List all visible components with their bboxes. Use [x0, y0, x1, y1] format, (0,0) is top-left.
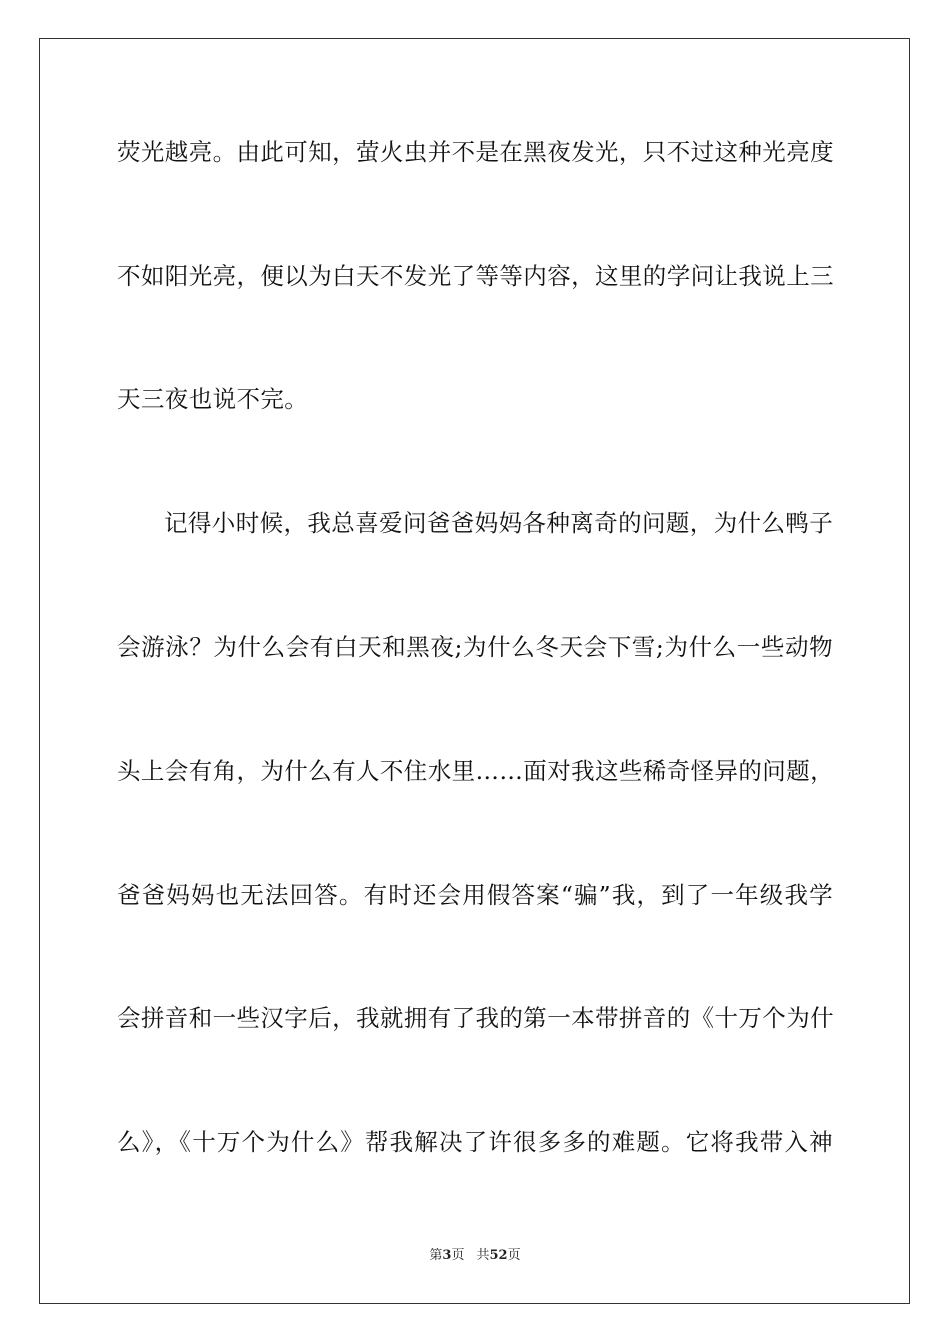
footer-total-pages: 52	[489, 1248, 508, 1263]
footer-page-number: 3	[442, 1248, 452, 1263]
footer-total-suffix: 页	[507, 1248, 521, 1263]
text-line-3: 天三夜也说不完。	[117, 385, 309, 413]
page-footer	[0, 1248, 950, 1264]
page-border	[39, 38, 910, 1304]
footer-total-prefix: 共	[476, 1248, 490, 1263]
footer-page-prefix: 第	[429, 1248, 443, 1263]
text-line-6: 头上会有角，为什么有人不住水里……面对我这些稀奇怪异的问题，	[117, 757, 834, 785]
text-line-2: 不如阳光亮，便以为白天不发光了等等内容，这里的学问让我说上三	[117, 262, 834, 290]
text-line-8: 会拼音和一些汉字后，我就拥有了我的第一本带拼音的《十万个为什	[117, 1004, 834, 1032]
footer-page-suffix: 页	[451, 1248, 465, 1263]
text-line-5: 会游泳？为什么会有白天和黑夜;为什么冬天会下雪;为什么一些动物	[117, 633, 833, 661]
text-line-4: 记得小时候，我总喜爱问爸爸妈妈各种离奇的问题，为什么鸭子	[164, 509, 834, 537]
text-line-1: 荧光越亮。由此可知，萤火虫并不是在黑夜发光，只不过这种光亮度	[117, 138, 834, 166]
text-line-9: 么》，《十万个为什么》帮我解决了许很多多的难题。它将我带入神	[117, 1128, 833, 1156]
text-line-7: 爸爸妈妈也无法回答。有时还会用假答案“骗”我，到了一年级我学	[117, 881, 833, 909]
